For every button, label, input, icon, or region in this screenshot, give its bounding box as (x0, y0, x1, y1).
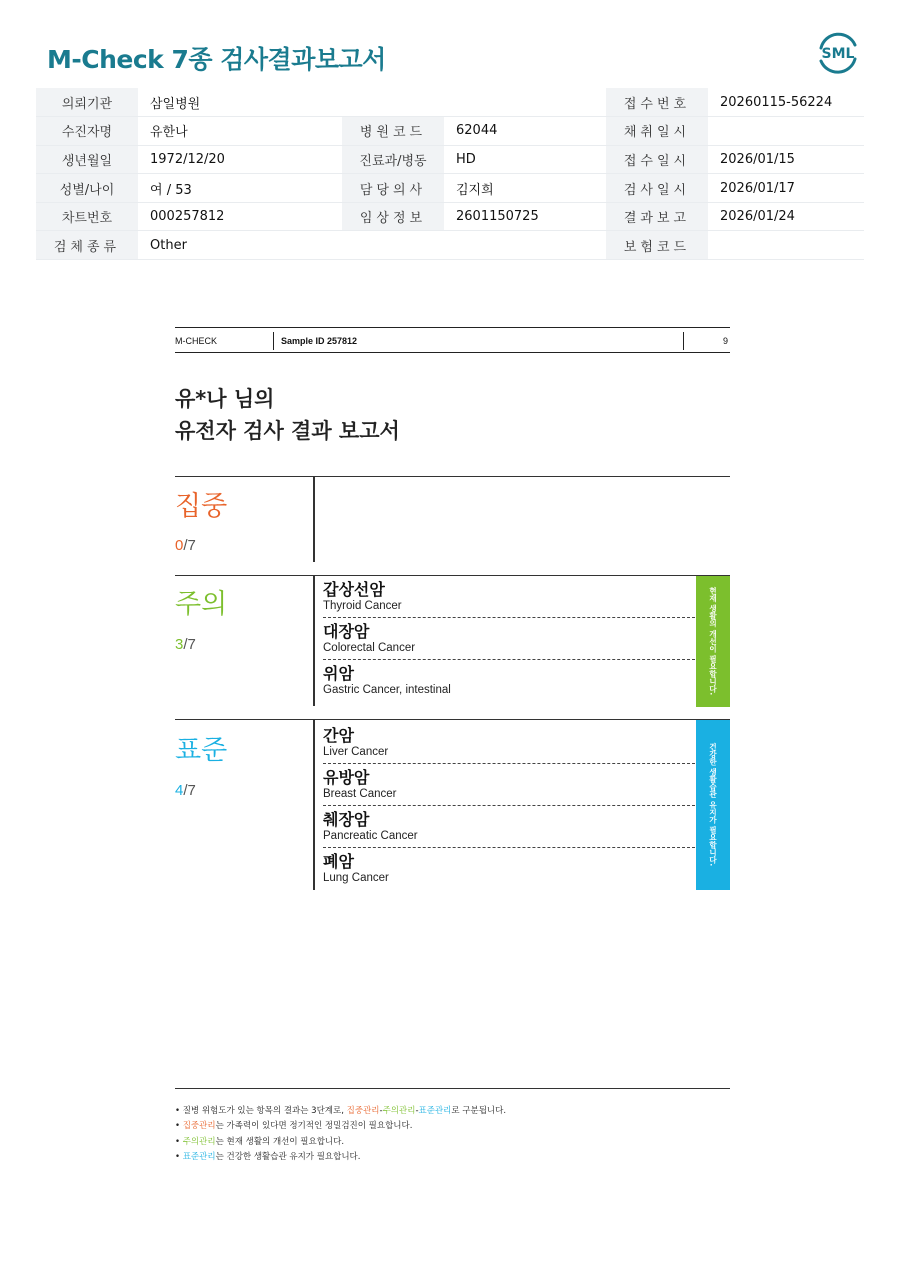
sml-logo (813, 28, 863, 78)
hospital-code-label: 병원코드 (342, 117, 444, 146)
section-focus-count (175, 537, 196, 554)
info-row (36, 231, 864, 260)
hospital-code-value: 62044 (444, 117, 606, 146)
birth-value: 1972/12/20 (138, 145, 342, 174)
note-dash: - (379, 1106, 383, 1116)
doctor-label: 담당의사 (342, 174, 444, 203)
note-2 (175, 1119, 506, 1134)
section-standard-title: 표준 (175, 735, 228, 766)
item-name-ko: 위암 (323, 664, 354, 683)
item-name-ko: 폐암 (323, 852, 354, 871)
item-name-en: Breast Cancer (323, 788, 397, 800)
note-1 (175, 1104, 506, 1119)
chart-no-value: 000257812 (138, 202, 342, 231)
collection-date-label: 채취일시 (606, 117, 708, 146)
item-name-en: Gastric Cancer, intestinal (323, 684, 451, 696)
insurance-label: 보험코드 (606, 231, 708, 260)
caution-count-value: 3 (175, 636, 184, 653)
note-caution-key: 주의관리 (182, 1136, 216, 1147)
focus-count-total: /7 (183, 537, 196, 554)
dept-value: HD (444, 145, 606, 174)
clinical-value: 2601150725 (444, 202, 606, 231)
standard-count-value: 4 (175, 782, 184, 799)
section-caution-rule (175, 575, 730, 576)
item-divider (323, 763, 695, 764)
test-date-value: 2026/01/17 (708, 174, 864, 203)
report-top-rule (175, 327, 730, 328)
birth-label: 생년월일 (36, 145, 138, 174)
item-name-en: Liver Cancer (323, 746, 389, 758)
notes-rule (175, 1088, 730, 1089)
greeting-line-1: 유*나 님의 (175, 387, 275, 411)
item-divider (323, 659, 695, 660)
header-divider (683, 332, 684, 350)
doctor-value: 김지희 (444, 174, 606, 203)
section-caution-divider (313, 576, 315, 706)
info-row (36, 145, 864, 174)
dept-label: 진료과/병동 (342, 145, 444, 174)
caution-side-banner (696, 576, 730, 707)
note-standard-key: 표준관리 (418, 1106, 452, 1116)
standard-item-pancreatic (323, 811, 695, 844)
item-divider (323, 847, 695, 848)
section-focus-title: 집중 (175, 491, 228, 522)
hospital-label: 의뢰기관 (36, 88, 138, 117)
patient-value: 유한나 (138, 117, 342, 146)
specimen-value: Other (138, 231, 606, 260)
item-name-en: Colorectal Cancer (323, 642, 416, 654)
sex-age-value: 여 / 53 (138, 174, 342, 203)
info-row (36, 117, 864, 146)
standard-item-breast (323, 769, 695, 802)
standard-side-banner (696, 720, 730, 890)
item-name-en: Thyroid Cancer (323, 600, 402, 612)
sex-age-label: 성별/나이 (36, 174, 138, 203)
page-number: 9 (722, 336, 728, 346)
report-header-rule (175, 352, 730, 353)
greeting-line-2: 유전자 검사 결과 보고서 (175, 419, 400, 443)
receipt-no-label: 접수번호 (606, 88, 708, 117)
note-3 (175, 1135, 506, 1150)
header-divider (273, 332, 274, 350)
standard-item-liver (323, 727, 695, 760)
caution-count-total: /7 (183, 636, 196, 653)
item-divider (323, 617, 695, 618)
report-date-value: 2026/01/24 (708, 202, 864, 231)
report-greeting (175, 383, 400, 447)
item-name-ko: 갑상선암 (323, 580, 385, 599)
section-caution-title: 주의 (175, 589, 228, 620)
section-focus-rule (175, 476, 730, 477)
report-brand: M-CHECK (175, 336, 217, 346)
standard-item-lung (323, 853, 695, 886)
specimen-label: 검체종류 (36, 231, 138, 260)
patient-info-table (36, 88, 864, 260)
collection-date-value (708, 117, 864, 146)
item-name-en: Pancreatic Cancer (323, 830, 418, 842)
note-focus-key: 집중관리 (346, 1106, 380, 1116)
section-focus-divider (313, 477, 315, 562)
item-name-en: Lung Cancer (323, 872, 389, 884)
caution-item-thyroid (323, 581, 695, 614)
caution-side-text: 현재 생활의 개선이 필요합니다. (708, 587, 718, 696)
item-name-ko: 대장암 (323, 622, 370, 641)
section-standard-rule (175, 719, 730, 720)
note-text: 는 현재 생활의 개선이 필요합니다. (215, 1136, 345, 1147)
item-name-ko: 유방암 (323, 768, 370, 787)
legend-notes (175, 1104, 506, 1165)
section-standard-count (175, 782, 196, 799)
note-text: 질병 위험도가 있는 항목의 결과는 3단계로, (182, 1106, 347, 1116)
standard-side-text: 건강한 생활습관 유지가 필요합니다. (708, 743, 718, 867)
item-divider (323, 805, 695, 806)
note-dash: - (415, 1106, 419, 1116)
info-row (36, 174, 864, 203)
note-standard-key: 표준관리 (182, 1151, 216, 1162)
item-name-ko: 췌장암 (323, 810, 370, 829)
note-focus-key: 집중관리 (182, 1121, 216, 1132)
clinical-label: 임상정보 (342, 202, 444, 231)
section-standard-divider (313, 720, 315, 890)
document-title: M-Check 7종 검사결과보고서 (47, 45, 386, 74)
info-row (36, 202, 864, 231)
receipt-date-value: 2026/01/15 (708, 145, 864, 174)
standard-count-total: /7 (183, 782, 196, 799)
insurance-value (708, 231, 864, 260)
section-caution-count (175, 636, 196, 653)
report-date-label: 결과보고 (606, 202, 708, 231)
receipt-date-label: 접수일시 (606, 145, 708, 174)
note-text: 로 구분됩니다. (451, 1106, 507, 1116)
note-text: 는 건강한 생활습관 유지가 필요합니다. (215, 1151, 361, 1162)
sample-id: Sample ID 257812 (281, 336, 358, 346)
logo-text: SML (821, 46, 855, 62)
hospital-value: 삼일병원 (138, 88, 606, 117)
patient-label: 수진자명 (36, 117, 138, 146)
note-text: 는 가족력이 있다면 정기적인 정밀검진이 필요합니다. (215, 1121, 413, 1132)
note-4 (175, 1150, 506, 1165)
item-name-ko: 간암 (323, 726, 354, 745)
focus-count-value: 0 (175, 537, 184, 554)
note-caution-key: 주의관리 (382, 1106, 416, 1116)
chart-no-label: 차트번호 (36, 202, 138, 231)
caution-item-gastric (323, 665, 695, 698)
info-row (36, 88, 864, 117)
receipt-no-value: 20260115-56224 (708, 88, 864, 117)
caution-item-colorectal (323, 623, 695, 656)
test-date-label: 검사일시 (606, 174, 708, 203)
